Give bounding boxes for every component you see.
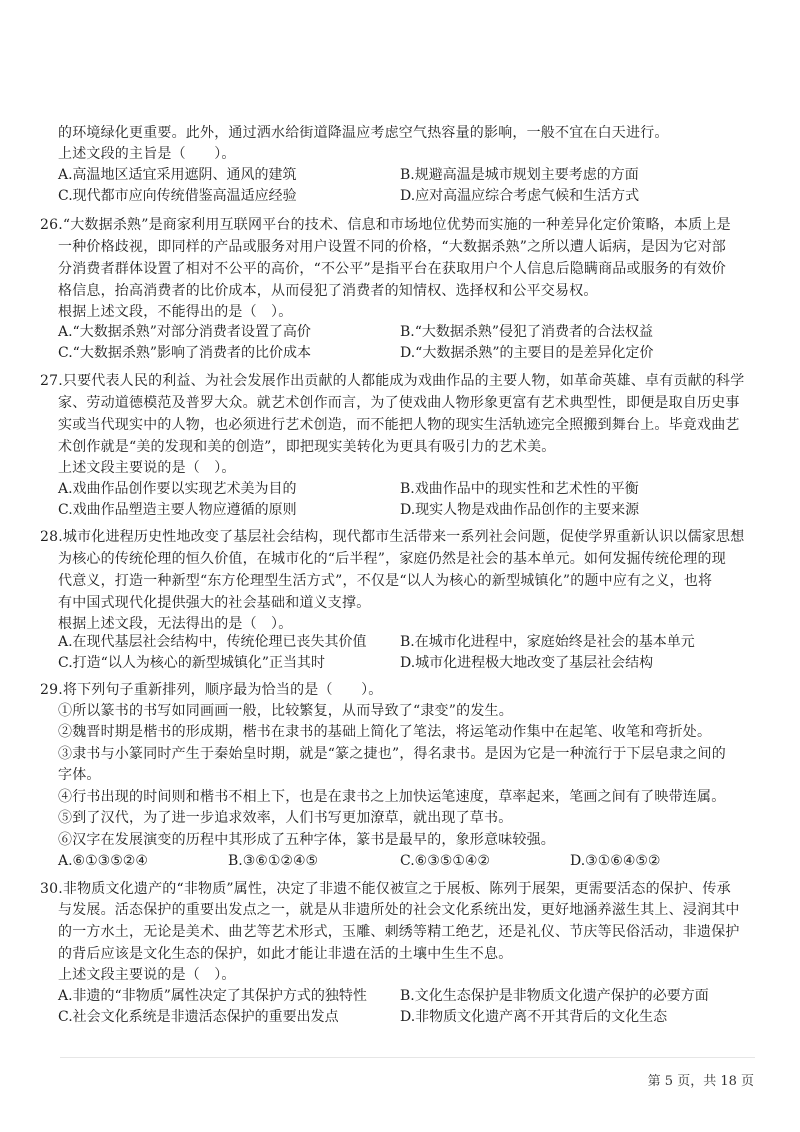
q26-text-line: 一种价格歧视，即同样的产品或服务对用户设置不同的价格，“大数据杀熟”之所以遭人诟病，是因为它对部 — [58, 239, 726, 255]
q28-text-line: 有中国式现代化提供强大的社会基础和道义支撑。 — [58, 595, 371, 611]
q26-text-line: 26.“大数据杀熟”是商家利用互联网平台的技术、信息和市场地位优势而实施的一种差异化定价策略，本质上是 — [40, 217, 731, 233]
q29-sentence-5: ⑤到了汉代，为了进一步追求效率，人们书写更加潦草，就出现了草书。 — [58, 810, 513, 826]
q28-text-line: 为核心的传统伦理的恒久价值，在城市化的“后半程”，家庭仍然是社会的基本单元。如何发掘传统伦理的现 — [58, 551, 726, 567]
q26-option-b[interactable]: B.“大数据杀熟”侵犯了消费者的合法权益 — [400, 324, 654, 340]
q30-text-line: 30.非物质文化遗产的“非物质”属性，决定了非遗不能仅被宣之于展板、陈列于展架，更需要活态的保护、传承 — [40, 881, 731, 897]
option-d[interactable]: D.应对高温应综合考虑气候和生活方式 — [400, 188, 640, 204]
q26-prompt: 根据上述文段，不能得出的是（ ）。 — [58, 304, 293, 320]
q30-prompt: 上述文段主要说的是（ ）。 — [58, 967, 236, 983]
q29-option-a[interactable]: A.⑥①③⑤②④ — [58, 853, 148, 869]
q29-sentence-3-cont: 字体。 — [58, 767, 101, 783]
q29-sentence-4: ④行书出现的时间则和楷书不相上下，也是在隶书之上加快运笔速度，草率起来，笔画之间有了映带连属。 — [58, 789, 726, 805]
q27-option-c[interactable]: C.戏曲作品塑造主要人物应遵循的原则 — [58, 502, 297, 518]
option-a[interactable]: A.高温地区适宜采用遮阴、通风的建筑 — [58, 167, 297, 183]
q26-text-line: 格信息，抬高消费者的比价成本，从而侵犯了消费者的知情权、选择权和公平交易权。 — [58, 283, 598, 299]
q27-text-line: 27.只要代表人民的利益、为社会发展作出贡献的人都能成为戏曲作品的主要人物，如革命英雄、卓有贡献的科学 — [40, 373, 745, 389]
q27-option-d[interactable]: D.现实人物是戏曲作品创作的主要来源 — [400, 502, 640, 518]
q27-option-a[interactable]: A.戏曲作品创作要以实现艺术美为目的 — [58, 481, 297, 497]
q29-option-d[interactable]: D.③①⑥④⑤② — [570, 853, 661, 869]
q29-sentence-3: ③隶书与小篆同时产生于秦始皇时期，就是“篆之捷也”，得名隶书。是因为它是一种流行于下层皂隶之间的 — [58, 746, 726, 762]
q26-option-a[interactable]: A.“大数据杀熟”对部分消费者设置了高价 — [58, 324, 311, 340]
q28-option-a[interactable]: A.在现代基层社会结构中，传统伦理已丧失其价值 — [58, 634, 367, 650]
q29-option-b[interactable]: B.③⑥①②④⑤ — [228, 853, 319, 869]
q28-text-line: 28.城市化进程历史性地改变了基层社会结构，现代都市生活带来一系列社会问题，促使学界重新认识以儒家思想 — [40, 529, 745, 545]
question-prompt: 上述文段的主旨是（ ）。 — [58, 146, 236, 162]
intro-text-line: 的环境绿化更重要。此外，通过洒水给街道降温应考虑空气热容量的影响，一般不宜在白天进行。 — [58, 125, 669, 141]
q26-option-c[interactable]: C.“大数据杀熟”影响了消费者的比价成本 — [58, 345, 311, 361]
q27-prompt: 上述文段主要说的是（ ）。 — [58, 460, 236, 476]
q28-text-line: 代意义，打造一种新型“东方伦理型生活方式”，不仅是“以人为核心的新型城镇化”的题中应有之义，也将 — [58, 573, 713, 589]
q27-text-line: 家、劳动道德模范及普罗大众。就艺术创作而言，为了使戏曲人物形象更富有艺术典型性，即便是取自历史事 — [58, 395, 740, 411]
q27-text-line: 实或当代现实中的人物，也必须进行艺术创造，而不能把人物的现实生活轨迹完全照搬到舞台上。毕竟戏曲艺 — [58, 417, 740, 433]
q30-option-d[interactable]: D.非物质文化遗产离不开其背后的文化生态 — [400, 1009, 668, 1025]
q28-option-b[interactable]: B.在城市化进程中，家庭始终是社会的基本单元 — [400, 634, 695, 650]
q29-sentence-6: ⑥汉字在发展演变的历程中其形成了五种字体，篆书是最早的，象形意味较强。 — [58, 832, 555, 848]
q28-option-c[interactable]: C.打造“以人为核心的新型城镇化”正当其时 — [58, 655, 325, 671]
q27-text-line: 术创作就是“美的发现和美的创造”，即把现实美转化为更具有吸引力的艺术美。 — [58, 439, 556, 455]
option-c[interactable]: C.现代都市应向传统借鉴高温适应经验 — [58, 188, 297, 204]
q28-option-d[interactable]: D.城市化进程极大地改变了基层社会结构 — [400, 655, 654, 671]
q26-option-d[interactable]: D.“大数据杀熟”的主要目的是差异化定价 — [400, 345, 654, 361]
q28-prompt: 根据上述文段，无法得出的是（ ）。 — [58, 616, 293, 632]
q30-text-line: 的一方水土，无论是美术、曲艺等艺术形式，玉雕、刺绣等精工绝艺，还是礼仪、节庆等民俗活动，非遗保护 — [58, 924, 740, 940]
q30-text-line: 与发展。活态保护的重要出发点之一，就是从非遗所处的社会文化系统出发，更好地涵养滋生其上、浸润其中 — [58, 902, 740, 918]
option-b[interactable]: B.规避高温是城市规划主要考虑的方面 — [400, 167, 639, 183]
q30-option-a[interactable]: A.非遗的“非物质”属性决定了其保护方式的独特性 — [58, 988, 367, 1004]
footer-divider — [60, 1057, 755, 1058]
q30-option-c[interactable]: C.社会文化系统是非遗活态保护的重要出发点 — [58, 1009, 339, 1025]
q29-sentence-2: ②魏晋时期是楷书的形成期，楷书在隶书的基础上简化了笔法，将运笔动作集中在起笔、收笔和弯折处。 — [58, 724, 712, 740]
q29-sentence-1: ①所以篆书的书写如同画画一般，比较繁复，从而导致了“隶变”的发生。 — [58, 703, 513, 719]
q29-prompt: 29.将下列句子重新排列，顺序最为恰当的是（ ）。 — [40, 682, 383, 698]
q30-text-line: 的背后应该是文化生态的保护，如此才能让非遗在活的土壤中生生不息。 — [58, 946, 513, 962]
q26-text-line: 分消费者群体设置了相对不公平的高价，“不公平”是指平台在获取用户个人信息后隐瞒商品或服务的有效价 — [58, 261, 726, 277]
q30-option-b[interactable]: B.文化生态保护是非物质文化遗产保护的必要方面 — [400, 988, 709, 1004]
page-number: 第 5 页，共 18 页 — [647, 1074, 754, 1089]
q27-option-b[interactable]: B.戏曲作品中的现实性和艺术性的平衡 — [400, 481, 639, 497]
q29-option-c[interactable]: C.⑥③⑤①④② — [400, 853, 490, 869]
